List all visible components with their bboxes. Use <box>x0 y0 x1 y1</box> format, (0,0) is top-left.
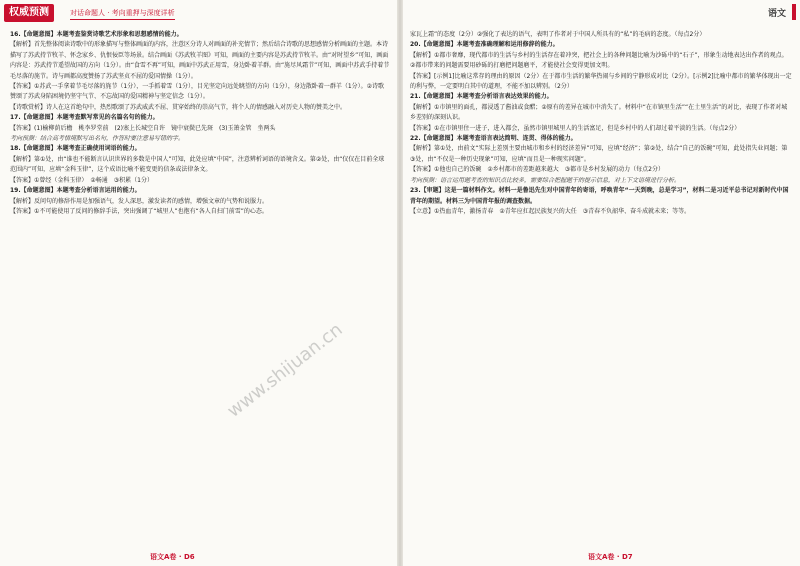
answer-paragraph: 【答案】①苏武一手拿着节毛尽落的旄节（1分），一手抓着雪（1分），目光坚定向远处眺望的方向（1分），身边散卧着一群羊（1分）。②诗歌赞颂了苏武身陷困境仍坚守气节、不忘故国的爱国精神与坚定信念（1分）。 <box>10 83 385 101</box>
left-answer-column <box>10 30 390 217</box>
right-page <box>402 0 800 566</box>
question-heading: 16.【命题意图】本题考查鉴赏诗歌艺术形象和思想感情的能力。 <box>10 31 183 38</box>
subject-label: 语文 <box>767 9 786 19</box>
answer-paragraph: 【立意】①热血青年，激扬青春 ②青年应扛起民族复兴的大任 ③青春不负韶华、奋斗成就未来；等等。 <box>410 207 691 215</box>
watermark: www.shijuan.cn <box>223 319 347 422</box>
left-page <box>0 0 398 566</box>
brand-badge: 权威预测 <box>4 4 54 22</box>
answer-paragraph: 【答案】[示例1]比喻这常存的理由的原因（2分）在于都市生活的繁华热闹与乡间的宁静形成对比（2分）。[示例2]比喻中都市的繁华体现出一定的利与弊，一定要明白其中的道理，不能不加以辨别。（2分） <box>410 72 792 91</box>
answer-paragraph: 【解析】首先整体阅读诗歌中的形象描写与整体画面的内容，注意区分诗人对画面的补充情节；然后结合诗歌的思想感情分析画面的主题。本诗描写了苏武持节牧羊、怀念家乡、仇恨佞臣等场景。结合画面《苏武牧羊图》可知，画面的主要内容是苏武持节牧羊。由“对时望乡”可知，画面内容是：苏武持节遥望故国的方向（1分）。由“食雪不再”可知，画面中苏武正用雪，身边卧着羊群。由“旄尽风霜节”可知，画面中苏武手持着节毛尽落的旄节。诗与画都高度赞扬了苏武坚贞不屈的爱国情操（1分）。 <box>10 41 390 80</box>
answer-paragraph: 【答案】(1)榆柳荫后檐 桃李罗堂前 (2)塞上长城空自许 镜中衰鬓已先斑 (3)玉箫金管 坐两头 <box>10 124 276 132</box>
answer-paragraph: 【解析】①都市奢靡，现代都市的生活与乡村的生活存在着冲突，把社会上的各种问题比喻为沙砾中的“石子”，形象生动地表达出作者的观点。②都市带来的问题需要用砂砾的打磨把问题磨平，才能使社会变得更加文明。 <box>410 51 788 70</box>
answer-paragraph: 【解析】第①处，由“谁也不能断言认识世界的多数是中国人”可知，此处应填“中国”，注意辨析词语的语境含义。第②处，由“仅仅在目前全球范围内”可知，应填“金科玉律”，这个成语比喻不能变更的信条或法律条文。 <box>10 155 385 174</box>
question-heading: 22.【命题意图】本题考查语言表达简明、连贯、得体的能力。 <box>410 135 577 143</box>
question-heading: 23.【审题】这是一篇材料作文。材料一是鲁迅先生对中国青年的寄语，呼唤青年“一天到晚，总是学习”，材料二是习近平总书记对新时代中国青年的期望。材料三为中国青年报的调查数据。 <box>410 187 789 205</box>
left-page-footer: 语文A卷 · D6 <box>150 553 195 561</box>
question-heading: 19.【命题意图】本题考查分析语言运用的能力。 <box>10 187 141 195</box>
right-page-footer: 语文A卷 · D7 <box>588 553 633 561</box>
answer-paragraph: 【解析】反问句的修辞作用是加强语气，发人深思，激发读者的感情，增强文章的气势和说服力。 <box>10 197 269 205</box>
question-heading: 17.【命题意图】本题考查默写常见的名篇名句的能力。 <box>10 114 159 122</box>
header-tagline: 对话命题人 · 考向重押与深度详析 <box>70 8 175 20</box>
forecast-note: 考向预测：语言运用题考查的知识点比较多，需要综合把握题干的提示信息，对上下文语境进行分析。 <box>410 176 681 184</box>
answer-paragraph: 【解析】①市镇里的面孔，都浸透了酱油或食醋；②原有的差异在城市中消失了。材料中“在市镇里生活”“在土里生活”的对比，表现了作者对城乡差别的深刻认识。 <box>410 103 788 122</box>
question-heading: 18.【命题意图】本题考查正确使用词语的能力。 <box>10 145 141 153</box>
answer-paragraph: 【答案】①他也自己的饭碗 ②乡村都市的差距越来越大 ③都市是乡村发展的动力（每点2分） <box>410 166 664 174</box>
answer-paragraph: 【答案】①曾经（金科玉律） ②畅通 ③积累（1分） <box>10 176 153 184</box>
answer-paragraph: 【诗歌赏析】诗人在这首绝句中，热烈歌颂了苏武威武不屈、贯穿始终的崇高气节，将个人的情感融入对历史人物的赞美之中。 <box>10 103 347 111</box>
question-heading: 21.【命题意图】本题考查分析语言表达效果的能力。 <box>410 93 553 101</box>
question-heading: 20.【命题意图】本题考查准确理解和运用修辞的能力。 <box>410 41 559 49</box>
answer-paragraph: 【答案】①在市镇里住一进子，进入都会，虽然市镇里城里人的生活富足，但是乡村中的人们却过着平淡的生活。（每点2分） <box>410 124 741 132</box>
forecast-note: 考向预测：结合高考情境默写出名句，作答时要注意易写错的字。 <box>10 135 185 143</box>
answer-paragraph: 家瓦上霜”的态度（2分）②强化了表达的语气，表明了作者对于中国人所具有的“私”的毛病的态度。（每点2分） <box>410 31 706 38</box>
right-answer-column <box>410 30 792 217</box>
answer-paragraph: 【答案】①不可能使用了反问的修辞手法，突出强调了“城里人”也抱有“各人自扫门前雪”的心态。 <box>10 207 268 215</box>
answer-paragraph: 【解析】第①处，由前文“实际上差别主要由城市和乡村的经济差异”可知，应填“经济”；第②处，结合“自己的饭碗”可知，此处指失业问题；第③处，由“不仅是一种历史现象”可知，应填“而且是一种现实问题”。 <box>410 145 788 163</box>
